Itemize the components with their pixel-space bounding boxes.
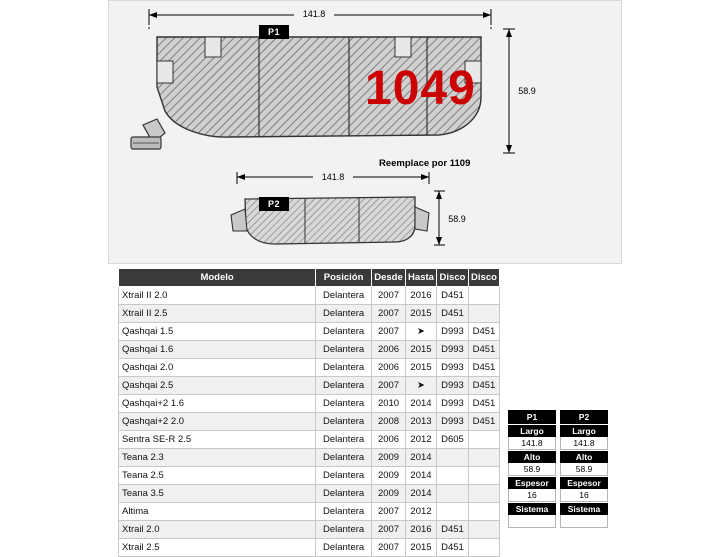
- cell-hasta: 2015: [406, 359, 437, 377]
- cell-hasta: 2014: [406, 395, 437, 413]
- table-row: [119, 521, 500, 539]
- spec-value: [508, 515, 556, 528]
- cell-desde: 2006: [372, 359, 406, 377]
- cell-disco-2: D451: [468, 359, 499, 377]
- left-margin: [0, 0, 108, 262]
- cell-disco-1: D605: [436, 431, 468, 449]
- table-row: [119, 305, 500, 323]
- cell-hasta: 2012: [406, 431, 437, 449]
- cell-desde: 2009: [372, 485, 406, 503]
- col-desde: Desde: [372, 269, 406, 287]
- cell-disco-1: [436, 503, 468, 521]
- table-row: [119, 287, 500, 305]
- cell-posicion: Delantera: [316, 467, 372, 485]
- cell-hasta: 2013: [406, 413, 437, 431]
- spec-value: 16: [508, 489, 556, 502]
- cell-posicion: Delantera: [316, 539, 372, 557]
- cell-hasta: 2015: [406, 305, 437, 323]
- spec-value: 16: [560, 489, 608, 502]
- spec-value: 58.9: [508, 463, 556, 476]
- cell-modelo: Teana 2.3: [119, 449, 316, 467]
- cell-disco-1: D993: [436, 341, 468, 359]
- spec-label: Largo: [508, 424, 556, 437]
- cell-disco-2: [468, 431, 499, 449]
- table-header-row: [119, 269, 500, 287]
- spec-label: Alto: [560, 450, 608, 463]
- cell-modelo: Teana 3.5: [119, 485, 316, 503]
- cell-posicion: Delantera: [316, 449, 372, 467]
- cell-disco-1: D993: [436, 395, 468, 413]
- cell-disco-2: [468, 449, 499, 467]
- cell-modelo: Teana 2.5: [119, 467, 316, 485]
- applications-table: [118, 268, 500, 557]
- p2-width-value: 141.8: [321, 172, 345, 182]
- cell-modelo: Qashqai 2.0: [119, 359, 316, 377]
- cell-disco-2: D451: [468, 377, 499, 395]
- cell-disco-2: [468, 485, 499, 503]
- col-modelo: Modelo: [119, 269, 316, 287]
- cell-posicion: Delantera: [316, 305, 372, 323]
- cell-desde: 2007: [372, 539, 406, 557]
- cell-posicion: Delantera: [316, 413, 372, 431]
- cell-posicion: Delantera: [316, 377, 372, 395]
- cell-disco-1: D451: [436, 305, 468, 323]
- cell-disco-1: [436, 449, 468, 467]
- cell-disco-2: D451: [468, 413, 499, 431]
- spec-label: Largo: [560, 424, 608, 437]
- cell-modelo: Qashqai+2 2.0: [119, 413, 316, 431]
- table-row: [119, 485, 500, 503]
- part-number: 1049: [365, 62, 476, 115]
- cell-modelo: Qashqai 1.5: [119, 323, 316, 341]
- spec-value: 141.8: [560, 437, 608, 450]
- cell-hasta: 2012: [406, 503, 437, 521]
- cell-modelo: Xtrail 2.5: [119, 539, 316, 557]
- spec-label: Espesor: [508, 476, 556, 489]
- spec-value: 141.8: [508, 437, 556, 450]
- cell-modelo: Qashqai 2.5: [119, 377, 316, 395]
- p2-height-value: 58.9: [448, 214, 466, 224]
- col-posicion: Posición: [316, 269, 372, 287]
- spec-label: Espesor: [560, 476, 608, 489]
- cell-disco-2: [468, 305, 499, 323]
- table-row: [119, 467, 500, 485]
- right-margin: [620, 0, 719, 262]
- cell-desde: 2009: [372, 467, 406, 485]
- cell-modelo: Altima: [119, 503, 316, 521]
- cell-modelo: Qashqai 1.6: [119, 341, 316, 359]
- table-row: [119, 377, 500, 395]
- cell-posicion: Delantera: [316, 485, 372, 503]
- cell-desde: 2007: [372, 503, 406, 521]
- spec-label: Sistema: [508, 502, 556, 515]
- cell-posicion: Delantera: [316, 359, 372, 377]
- spec-box-title: P2: [560, 410, 608, 424]
- cell-desde: 2007: [372, 323, 406, 341]
- table-row: [119, 395, 500, 413]
- cell-hasta: 2014: [406, 467, 437, 485]
- cell-posicion: Delantera: [316, 287, 372, 305]
- cell-desde: 2006: [372, 431, 406, 449]
- table-row: [119, 431, 500, 449]
- p1-width-value: 141.8: [302, 9, 326, 19]
- cell-posicion: Delantera: [316, 323, 372, 341]
- replacement-note: Reemplace por 1109: [379, 158, 471, 169]
- cell-disco-1: D993: [436, 359, 468, 377]
- table-row: [119, 413, 500, 431]
- cell-modelo: Xtrail 2.0: [119, 521, 316, 539]
- cell-desde: 2009: [372, 449, 406, 467]
- cell-hasta: 2014: [406, 485, 437, 503]
- cell-modelo: Xtrail II 2.0: [119, 287, 316, 305]
- spec-value: 58.9: [560, 463, 608, 476]
- cell-disco-2: [468, 521, 499, 539]
- cell-disco-1: D993: [436, 413, 468, 431]
- col-disco-2: Disco: [468, 269, 499, 287]
- spec-label: Alto: [508, 450, 556, 463]
- cell-disco-2: [468, 467, 499, 485]
- cell-hasta: 2016: [406, 287, 437, 305]
- cell-modelo: Qashqai+2 1.6: [119, 395, 316, 413]
- cell-hasta: 2014: [406, 449, 437, 467]
- spec-box-title: P1: [508, 410, 556, 424]
- brake-pad-diagram: [108, 0, 622, 264]
- cell-disco-2: D451: [468, 323, 499, 341]
- p1-height-value: 58.9: [518, 86, 536, 96]
- cell-posicion: Delantera: [316, 395, 372, 413]
- cell-disco-2: [468, 287, 499, 305]
- table-row: [119, 449, 500, 467]
- spec-value: [560, 515, 608, 528]
- cell-disco-1: D451: [436, 521, 468, 539]
- p1-tag: P1: [259, 25, 289, 39]
- cell-disco-2: D451: [468, 395, 499, 413]
- cell-hasta: 2015: [406, 341, 437, 359]
- cell-desde: 2010: [372, 395, 406, 413]
- cell-posicion: Delantera: [316, 503, 372, 521]
- cell-posicion: Delantera: [316, 521, 372, 539]
- cell-desde: 2007: [372, 521, 406, 539]
- cell-desde: 2007: [372, 377, 406, 395]
- table-row: [119, 539, 500, 557]
- cell-hasta: ➤: [406, 377, 437, 395]
- cell-hasta: 2016: [406, 521, 437, 539]
- cell-disco-1: D993: [436, 323, 468, 341]
- cell-disco-1: D451: [436, 539, 468, 557]
- cell-disco-1: D451: [436, 287, 468, 305]
- table-row: [119, 341, 500, 359]
- cell-posicion: Delantera: [316, 341, 372, 359]
- spec-box-p2: [560, 410, 608, 528]
- cell-disco-2: [468, 539, 499, 557]
- col-disco-1: Disco: [436, 269, 468, 287]
- cell-disco-2: [468, 503, 499, 521]
- cell-posicion: Delantera: [316, 431, 372, 449]
- col-hasta: Hasta: [406, 269, 437, 287]
- cell-desde: 2007: [372, 305, 406, 323]
- cell-desde: 2006: [372, 341, 406, 359]
- p2-tag: P2: [259, 197, 289, 211]
- cell-modelo: Sentra SE-R 2.5: [119, 431, 316, 449]
- spec-box-p1: [508, 410, 556, 528]
- cell-hasta: 2015: [406, 539, 437, 557]
- cell-disco-1: D993: [436, 377, 468, 395]
- cell-hasta: ➤: [406, 323, 437, 341]
- spec-label: Sistema: [560, 502, 608, 515]
- cell-desde: 2008: [372, 413, 406, 431]
- cell-disco-1: [436, 467, 468, 485]
- cell-disco-2: D451: [468, 341, 499, 359]
- cell-desde: 2007: [372, 287, 406, 305]
- cell-modelo: Xtrail II 2.5: [119, 305, 316, 323]
- table-row: [119, 503, 500, 521]
- cell-disco-1: [436, 485, 468, 503]
- table-row: [119, 359, 500, 377]
- table-row: [119, 323, 500, 341]
- spec-boxes: [508, 410, 608, 528]
